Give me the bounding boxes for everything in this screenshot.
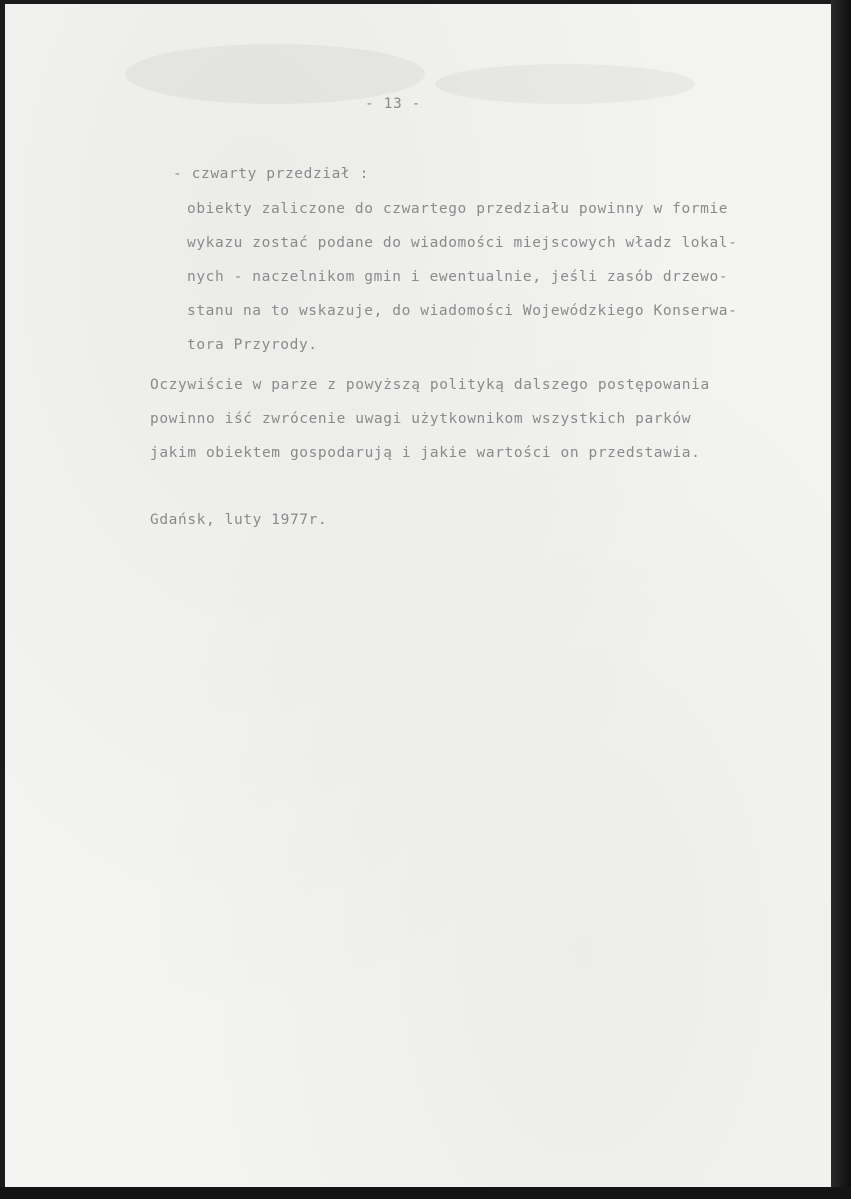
section-heading: - czwarty przedział : — [173, 166, 369, 182]
place-date-line: Gdańsk, luty 1977r. — [150, 512, 328, 528]
scan-smudge — [125, 44, 425, 104]
text-line: wykazu zostać podane do wiadomości miejscowych władz lokal- — [187, 235, 738, 251]
text-line: stanu na to wskazuje, do wiadomości Wojewódzkiego Konserwa- — [187, 303, 738, 319]
text-line: tora Przyrody. — [187, 337, 318, 353]
scan-edge-right — [831, 0, 851, 1199]
text-line: Oczywiście w parze z powyższą polityką dalszego postępowania — [150, 377, 710, 393]
document-page — [5, 4, 831, 1187]
scan-smudge — [435, 64, 695, 104]
scan-edge-bottom — [0, 1187, 851, 1199]
text-line: nych - naczelnikom gmin i ewentualnie, jeśli zasób drzewo- — [187, 269, 729, 285]
text-line: powinno iść zwrócenie uwagi użytkownikom wszystkich parków — [150, 411, 692, 427]
text-line: jakim obiektem gospodarują i jakie wartości on przedstawia. — [150, 445, 701, 461]
text-line: obiekty zaliczone do czwartego przedziału powinny w formie — [187, 201, 729, 217]
page-number: - 13 - — [365, 96, 421, 112]
